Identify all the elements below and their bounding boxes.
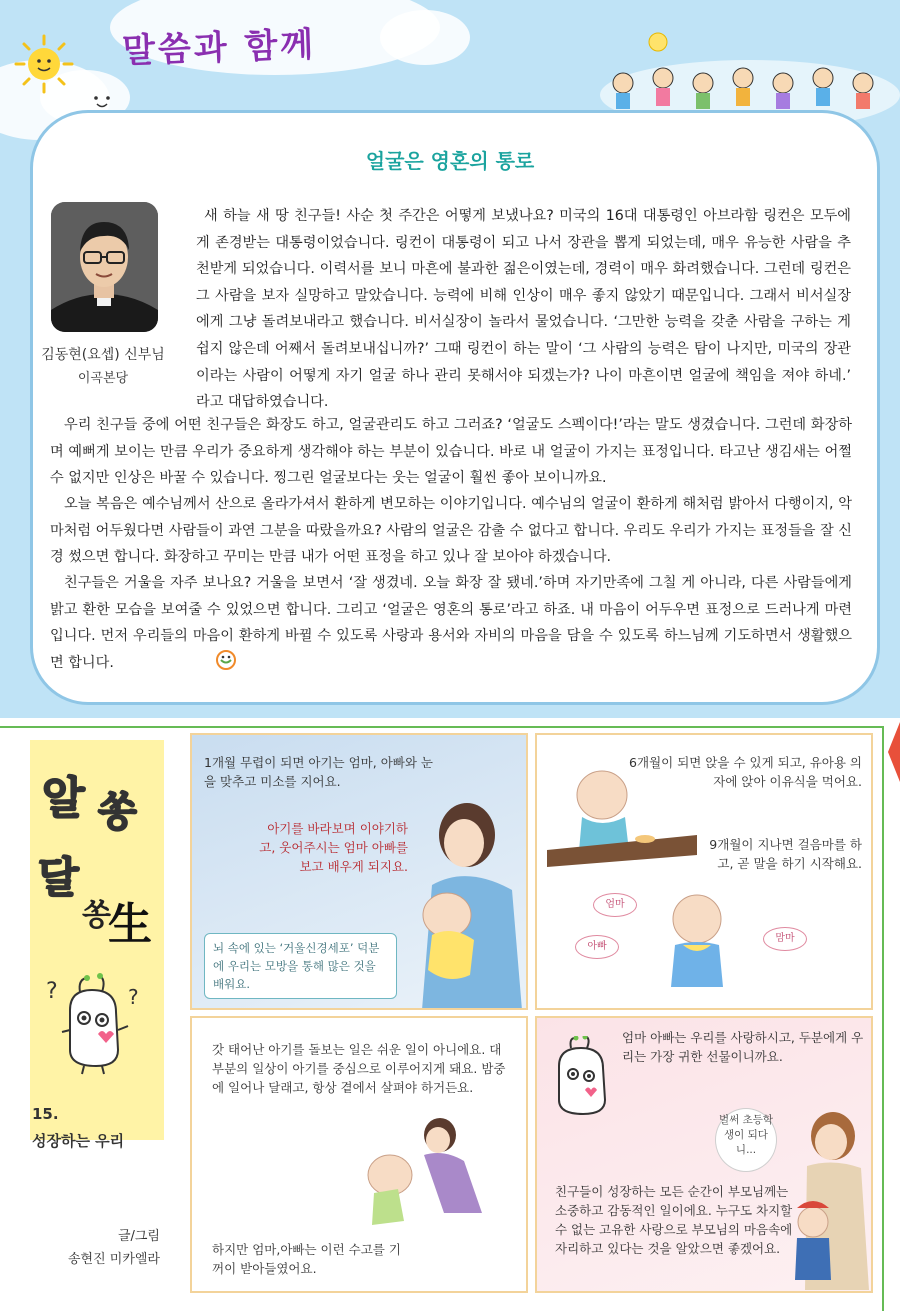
info-note: 뇌 속에 있는 ‘거울신경세포’ 덕분에 우리는 모방을 통해 많은 것을 배워요. xyxy=(204,933,397,999)
series-title-char: 쏭 xyxy=(82,898,111,933)
article-paragraph: 오늘 복음은 예수님께서 산으로 올라가셔서 환하게 변모하는 이야기입니다. 예수님의 얼굴이 환하게 해처럼 밝아서 다행이지, 악마처럼 어두웠다면 사람들이 과연 그분을 따랐을까요? 사람의 얼굴은 감출 수 없다고 합니다. 우리도 우리가 가지는 표정들을 잘 신경 썼으면 합니다. 화장하고 꾸미는 만큼 내가 어떤 표정을 하고 있나 잘 보아야 하겠습니다. xyxy=(50,496,852,566)
panel-caption: 1개월 무렵이 되면 아기는 엄마, 아빠와 눈을 맞추고 미소를 지어요. xyxy=(204,755,433,789)
series-title-char: 알 xyxy=(42,773,85,824)
article-paragraph: 우리 친구들 중에 어떤 친구들은 화장도 하고, 얼굴관리도 하고 그러죠? ‘얼굴도 스펙이다!’라는 말도 생겼습니다. 그런데 화장하며 예뻐게 보이는 만큼 우리가 중요하게 생각해야 하는 부분이 있습니다. 바로 내 얼굴이 가지는 표정입니다. 타고난 생김새는 어쩔 수 없지만 인상은 바꿀 수 있습니다. 찡그린 얼굴보다는 웃는 얼굴이 훨씬 좋아 보이니까요. xyxy=(50,417,852,487)
end-mark-icon xyxy=(213,648,239,670)
panel-caption-highlight: 아기를 바라보며 이야기하고, 웃어주시는 엄마 아빠를 보고 배우게 되지요. xyxy=(259,821,408,874)
mascot-icon xyxy=(40,970,150,1080)
speech-bubble: 맘마 xyxy=(763,927,807,951)
speech-bubble: 벌써 초등학생이 되다니... xyxy=(715,1108,777,1172)
sun-icon xyxy=(14,34,74,94)
panel-caption: 갓 태어난 아기를 돌보는 일은 쉬운 일이 아니에요. 대부분의 일상이 아기를 중심으로 이루어지게 돼요. 밤중에 일어나 달래고, 항상 곁에서 살펴야 하거든요. xyxy=(212,1042,506,1095)
page-edge xyxy=(884,722,900,1311)
mascot-icon xyxy=(547,1036,617,1116)
comic-panel-1 xyxy=(190,733,528,1010)
author-name: 김동현(요셉) 신부님 xyxy=(41,347,165,363)
panel-caption: 6개월이 되면 앉을 수 있게 되고, 유아용 의자에 앉아 이유식을 먹어요. xyxy=(629,755,862,789)
cloud-face-icon xyxy=(88,92,118,112)
comic-panel-4 xyxy=(535,1016,873,1293)
cloud-decoration xyxy=(380,10,470,65)
comic-panel-2 xyxy=(535,733,873,1010)
section-title: 말씀과 함께 xyxy=(121,24,317,72)
speech-bubble: 아빠 xyxy=(575,935,619,959)
article-title: 얼굴은 영혼의 통로 xyxy=(365,149,535,173)
series-title-char: 쏭 xyxy=(98,789,137,835)
article-paragraph: 새 하늘 새 땅 친구들! 사순 첫 주간은 어떻게 보냈나요? 미국의 16대 대통령인 아브라함 링컨은 모두에게 존경받는 대통령이었습니다. 링컨이 대통령이 되고 나서 장관을 뽑게 되었는데, 매우 유능한 사람을 추천받게 되었습니다. 이력서를 보니 마흔에 불과한 젊은이였는데, 경력이 매우 화려했습니다. 그런데 링컨은 그 사람을 보자 실망하고 말았습니다. 능력에 비해 인상이 매우 좋지 않았기 때문입니다. 그래서 비서실장에게 그냥 돌려보내라고 했습니다. 비서실장이 놀라서 물었습니다. ‘그만한 능력을 갖춘 사람을 구하는 게 쉽지 않은데 어째서 돌려보내십니까?’ 그때 링컨이 하는 말이 ‘그 사람의 능력은 탐이 나지만, 미국의 장관이라는 사람이 어떻게 자기 얼굴 하나 관리 못해서야 되겠는가? 나이 마흔이면 얼굴에 책임을 져야 하네.’ 라고 대답하였습니다. xyxy=(196,208,851,411)
mother-baby-illustration xyxy=(412,795,527,1010)
mother-child-illustration xyxy=(783,1110,873,1290)
comic-series-bar xyxy=(30,740,164,1140)
baby-highchair-illustration xyxy=(547,755,697,875)
panel-caption: 9개월이 지나면 걸음마를 하고, 곧 말을 하기 시작해요. xyxy=(709,837,862,871)
article-paragraph: 친구들은 거울을 자주 보나요? 거울을 보면서 ‘잘 생겼네. 오늘 화장 잘 됐네.’하며 자기만족에 그칠 게 아니라, 다른 사람들에게 밝고 환한 모습을 보여줄 수 있었으면 합니다. 그리고 ‘얼굴은 영혼의 통로’라고 하죠. 내 마음이 어두우면 표정으로 드러나게 마련입니다. 먼저 우리들의 마음이 환하게 바뀔 수 있도록 사랑과 용서와 자비의 마음을 담을 수 있도록 하느님께 기도하면서 생활했으면 합니다. xyxy=(50,575,852,671)
panel-caption: 엄마 아빠는 우리를 사랑하시고, 두분에게 우리는 가장 귀한 선물이니까요. xyxy=(622,1030,864,1064)
children-illustration xyxy=(598,28,888,118)
episode-number: 15. xyxy=(32,1105,59,1123)
panel-caption: 하지만 엄마,아빠는 이런 수고를 기꺼이 받아들였어요. xyxy=(212,1242,401,1276)
speech-bubble: 엄마 xyxy=(593,893,637,917)
series-title-char: 生 xyxy=(108,899,152,950)
crying-baby-mother-illustration xyxy=(332,1113,522,1238)
svg-text:?: ? xyxy=(46,979,58,1004)
credit-role: 글/그림 xyxy=(117,1229,160,1244)
panel-caption: 친구들이 성장하는 모든 순간이 부모님께는 소중하고 감동적인 일이에요. 누구도 차지할 수 없는 고유한 사랑으로 부모님의 마음속에 자리하고 있다는 것을 알았으면 좋겠어요. xyxy=(555,1184,793,1256)
author-photo xyxy=(51,202,158,332)
author-parish: 이곡본당 xyxy=(77,371,129,386)
comic-panel-3 xyxy=(190,1016,528,1293)
svg-text:?: ? xyxy=(128,985,139,1009)
episode-title: 성장하는 우리 xyxy=(32,1132,125,1150)
series-title-char: 달 xyxy=(38,853,79,902)
credit-name: 송현진 미카엘라 xyxy=(67,1252,160,1267)
walking-baby-illustration xyxy=(647,883,757,1008)
